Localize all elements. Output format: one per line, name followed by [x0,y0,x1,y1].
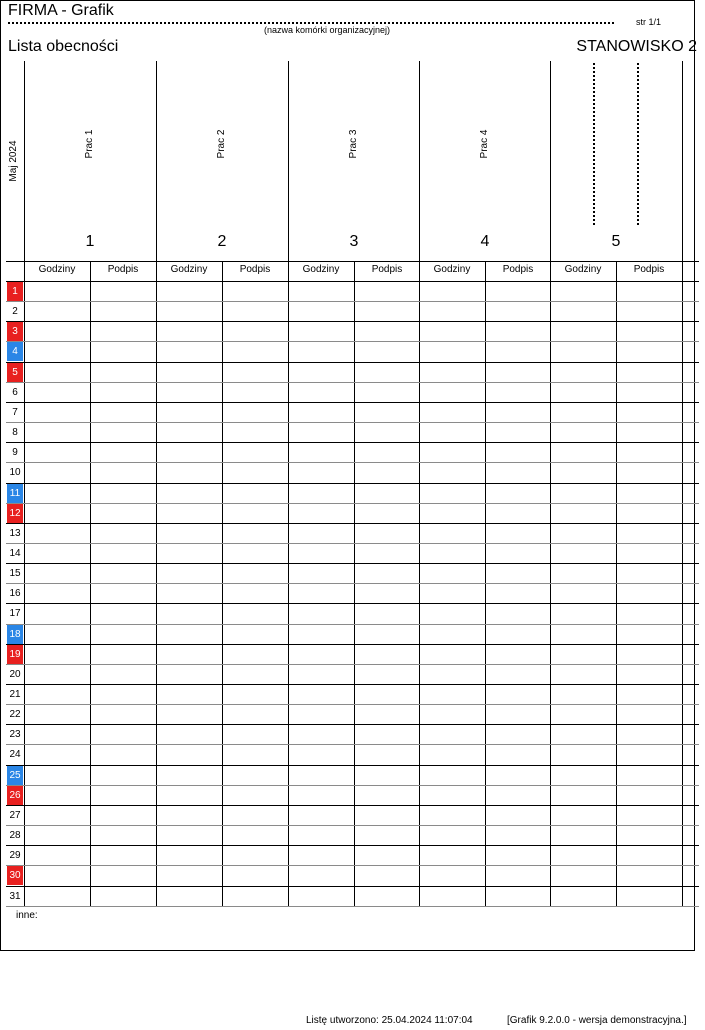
row-line [6,644,699,645]
day-number: 31 [9,891,21,902]
footer-version: [Grafik 9.2.0.0 - wersja demonstracyjna.] [507,1015,687,1026]
page-number: str 1/1 [636,17,662,27]
day-number: 10 [9,467,21,478]
day-number: 7 [12,407,18,418]
dotted-guide [637,63,639,225]
day-number: 19 [7,645,23,664]
footer-created: Listę utworzono: 25.04.2024 11:07:04 [306,1015,473,1026]
row-line [6,785,699,786]
row-line [6,744,699,745]
row-line [6,503,699,504]
hours-header: Godziny [433,264,471,275]
row-line [6,886,699,887]
day-number: 2 [12,306,18,317]
row-line [6,906,699,907]
row-line [6,603,699,604]
day-number: 18 [7,625,23,644]
day-number: 30 [7,866,23,885]
row-line [6,583,699,584]
day-number: 23 [9,729,21,740]
day-number: 15 [9,568,21,579]
row-line [6,664,699,665]
day-number: 6 [12,387,18,398]
row-line [6,563,699,564]
hours-header: Godziny [170,264,208,275]
other-notes-label: inne: [16,910,38,921]
row-line [6,624,699,625]
row-line [6,362,699,363]
row-line [6,805,699,806]
row-line [6,543,699,544]
station-title: STANOWISKO 2 [576,38,697,55]
day-number: 29 [9,850,21,861]
row-line [6,865,699,866]
row-line [6,825,699,826]
row-line [6,523,699,524]
day-number: 27 [9,810,21,821]
employee-number: 2 [217,233,227,250]
day-number: 28 [9,830,21,841]
signature-header: Podpis [107,264,139,275]
row-line [6,382,699,383]
employee-number: 1 [85,233,95,250]
hours-header: Godziny [564,264,602,275]
row-line [6,462,699,463]
day-number: 26 [7,786,23,805]
day-number: 14 [9,548,21,559]
subheader-bottom-line [6,281,699,282]
row-line [6,704,699,705]
employee-name: Prac 3 [348,129,359,159]
day-number: 25 [7,766,23,785]
row-line [6,321,699,322]
day-number: 21 [9,689,21,700]
employee-number: 4 [480,233,490,250]
row-line [6,845,699,846]
employee-number: 5 [611,233,621,250]
day-number: 22 [9,709,21,720]
employee-name: Prac 4 [479,129,490,159]
day-number: 11 [7,484,23,503]
day-number: 3 [7,322,23,341]
day-number: 9 [12,447,18,458]
header-bottom-line [6,261,699,262]
row-line [6,442,699,443]
day-number: 12 [7,504,23,523]
day-number: 16 [9,588,21,599]
day-number: 8 [12,427,18,438]
row-line [6,724,699,725]
row-line [6,422,699,423]
row-line [6,765,699,766]
hours-header: Godziny [302,264,340,275]
day-number: 4 [7,342,23,361]
company-title: FIRMA - Grafik [8,2,114,19]
row-line [6,402,699,403]
day-number: 20 [9,669,21,680]
day-number: 17 [9,608,21,619]
unit-name-caption: (nazwa komórki organizacyjnej) [264,25,391,35]
dotted-guide [593,63,595,225]
employee-name: Prac 1 [84,129,95,159]
signature-header: Podpis [371,264,403,275]
row-line [6,483,699,484]
row-line [6,341,699,342]
signature-header: Podpis [239,264,271,275]
day-number: 24 [9,749,21,760]
signature-header: Podpis [502,264,534,275]
day-number: 13 [9,528,21,539]
signature-header: Podpis [633,264,665,275]
employee-name: Prac 2 [216,129,227,159]
row-line [6,301,699,302]
hours-header: Godziny [38,264,76,275]
unit-name-dotted-line [8,22,614,24]
employee-number: 3 [349,233,359,250]
month-label: Maj 2024 [8,140,19,182]
day-number: 5 [7,363,23,382]
day-number: 1 [7,282,23,301]
row-line [6,684,699,685]
list-title: Lista obecności [8,38,119,55]
